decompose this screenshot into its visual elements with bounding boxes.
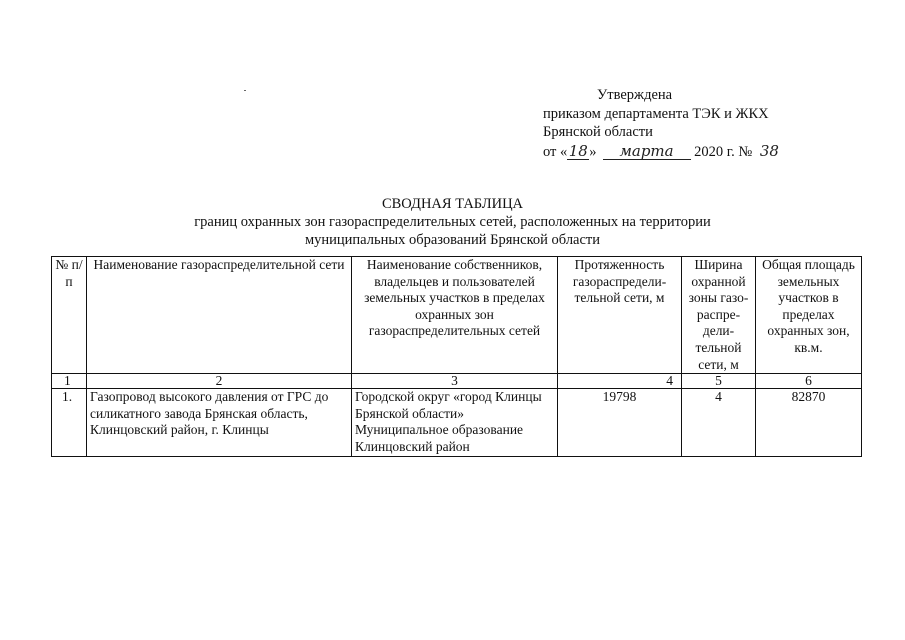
header-owners: Наименование собственников, владельцев и пользователей земельных участков в пределах охранных зон газораспределительных сетей	[352, 257, 558, 374]
document-subtitle-line-2: муниципальных образований Брянской области	[304, 232, 601, 248]
document-title: СВОДНАЯ ТАБЛИЦА	[381, 196, 524, 212]
row-owners: Городской округ «город Клинцы Брянской области» Муниципальное образование Клинцовский район	[352, 389, 558, 456]
date-mid: »	[589, 143, 597, 160]
summary-table	[51, 256, 862, 457]
row-network-name: Газопровод высокого давления от ГРС до силикатного завода Брянская область, Клинцовский район, г. Клинцы	[87, 389, 352, 456]
document-subtitle-line-1: границ охранных зон газораспределительных сетей, расположенных на территории	[194, 214, 711, 230]
header-network-name: Наименование газораспределительной сети	[87, 257, 352, 374]
handwritten-day: 18	[568, 141, 588, 160]
header-num: № п/п	[52, 257, 87, 374]
column-number: 2	[87, 374, 352, 389]
column-number-row	[52, 374, 862, 389]
row-total-area: 82870	[756, 389, 862, 456]
approval-date-line	[543, 142, 779, 162]
approval-line-1: Утверждена	[597, 87, 673, 103]
header-total-area: Общая площадь земельных участков в пределах охранных зон, кв.м.	[756, 257, 862, 374]
handwritten-month: марта	[603, 144, 691, 160]
row-zone-width: 4	[682, 389, 756, 456]
approval-line-2: приказом департамента ТЭК и ЖКХ	[543, 105, 769, 122]
column-number: 3	[352, 374, 558, 389]
scan-dot	[244, 90, 246, 91]
table-row	[52, 389, 862, 456]
row-length: 19798	[558, 389, 682, 456]
header-length: Протяженность газораспредели-тельной сети, м	[558, 257, 682, 374]
approval-block	[543, 86, 779, 161]
approval-line-3: Брянской области	[543, 124, 653, 140]
date-prefix: от «	[543, 143, 568, 160]
handwritten-order-number: 38	[759, 141, 779, 160]
row-num: 1.	[52, 389, 87, 456]
column-number: 4	[558, 374, 682, 389]
column-number: 1	[52, 374, 87, 389]
column-number: 6	[756, 374, 862, 389]
header-zone-width: Ширина охранной зоны газо-распре-дели-тельной сети, м	[682, 257, 756, 374]
table-header-row	[52, 257, 862, 374]
column-number: 5	[682, 374, 756, 389]
date-year: 2020 г. №	[694, 143, 753, 160]
